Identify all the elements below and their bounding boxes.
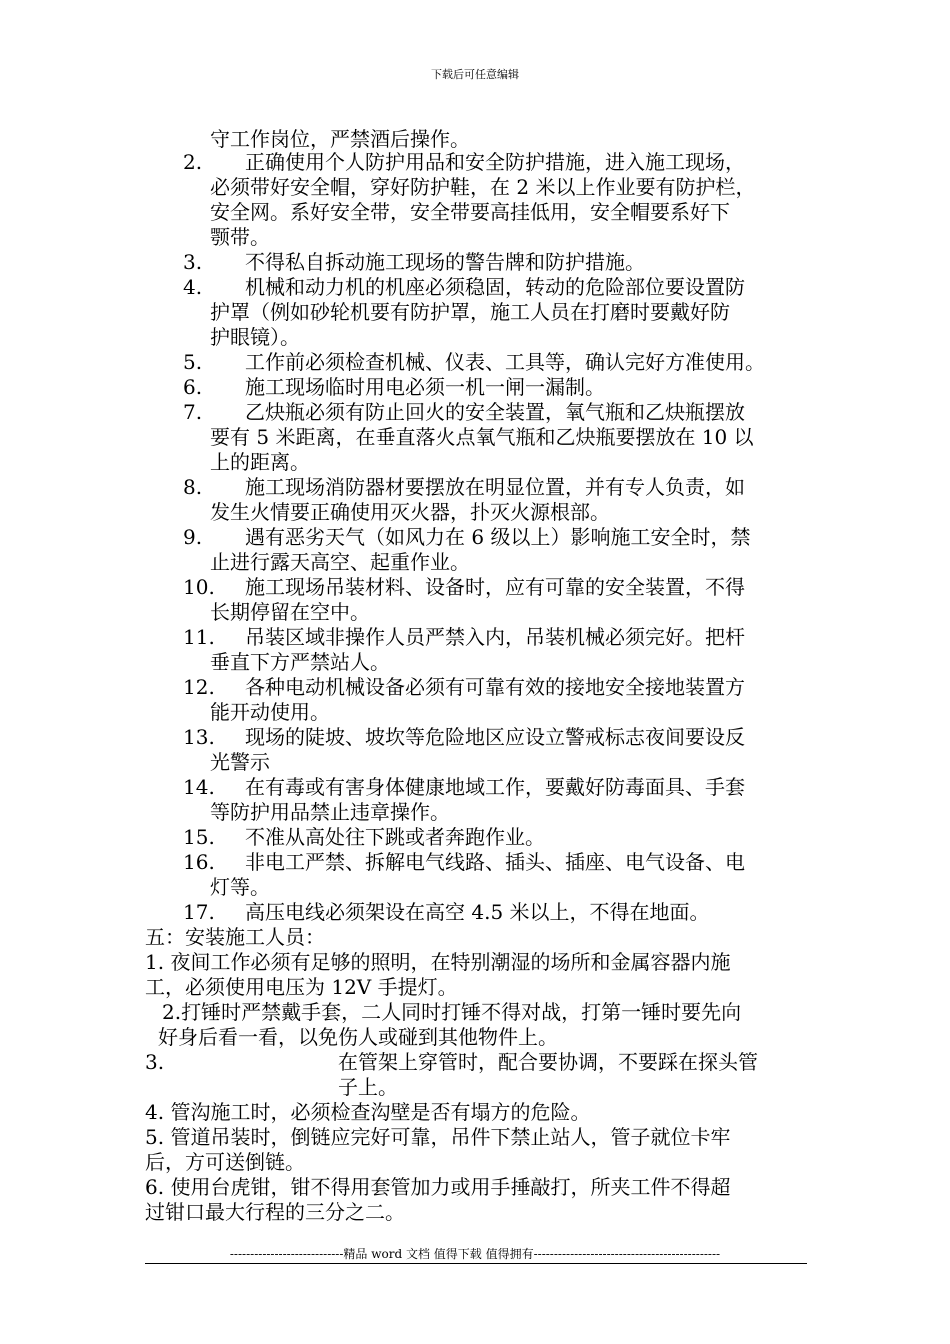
list-item-number: 7. (183, 400, 203, 424)
list-item-number: 6. (183, 375, 203, 399)
section-item-text: 1. 夜间工作必须有足够的照明，在特别潮湿的场所和金属容器内施 (145, 950, 731, 974)
list-item-number: 2. (183, 150, 203, 174)
footer-rule (145, 1263, 807, 1264)
list-item-text: 施工现场吊装材料、设备时，应有可靠的安全装置，不得 (245, 575, 745, 599)
list-item-text: 光警示 (210, 750, 270, 774)
list-item-number: 15. (183, 825, 215, 849)
section-item-text: 4. 管沟施工时，必须检查沟壁是否有塌方的危险。 (145, 1100, 591, 1124)
list-item-text: 止进行露天高空、起重作业。 (210, 550, 470, 574)
section-item-text: 在管架上穿管时，配合要协调，不要踩在探头管 (338, 1050, 758, 1074)
section-title: 五：安装施工人员： (145, 925, 325, 949)
list-item-text: 现场的陡坡、坡坎等危险地区应设立警戒标志夜间要设反 (245, 725, 745, 749)
list-item-text: 守工作岗位，严禁酒后操作。 (210, 127, 470, 151)
list-item-text: 要有 5 米距离，在垂直落火点氧气瓶和乙炔瓶要摆放在 10 以 (210, 425, 754, 449)
list-item-text: 遇有恶劣天气（如风力在 6 级以上）影响施工安全时，禁 (245, 525, 751, 549)
list-item-text: 正确使用个人防护用品和安全防护措施，进入施工现场， (245, 150, 745, 174)
list-item-number: 4. (183, 275, 203, 299)
section-item-text: 过钳口最大行程的三分之二。 (145, 1200, 405, 1224)
list-item-text: 发生火情要正确使用灭火器，扑灭火源根部。 (210, 500, 610, 524)
list-item-text: 灯等。 (210, 875, 270, 899)
list-item-number: 5. (183, 350, 203, 374)
list-item-text: 施工现场临时用电必须一机一闸一漏制。 (245, 375, 605, 399)
list-item-text: 必须带好安全帽，穿好防护鞋，在 2 米以上作业要有防护栏， (210, 175, 756, 199)
section-item-text: 后，方可送倒链。 (145, 1150, 305, 1174)
list-item-number: 9. (183, 525, 203, 549)
list-item-number: 14. (183, 775, 215, 799)
section-item-text: 工，必须使用电压为 12V 手提灯。 (145, 975, 458, 999)
list-item-text: 各种电动机械设备必须有可靠有效的接地安全接地装置方 (245, 675, 745, 699)
list-item-text: 安全网。系好安全带，安全带要高挂低用，安全帽要系好下 (210, 200, 730, 224)
section-item-number: 3. (145, 1050, 165, 1074)
list-item-text: 长期停留在空中。 (210, 600, 370, 624)
section-item-text: 6. 使用台虎钳，钳不得用套管加力或用手捶敲打，所夹工件不得超 (145, 1175, 731, 1199)
list-item-text: 上的距离。 (210, 450, 310, 474)
list-item-number: 11. (183, 625, 215, 649)
list-item-text: 机械和动力机的机座必须稳固，转动的危险部位要设置防 (245, 275, 745, 299)
section-item-text: 子上。 (338, 1075, 398, 1099)
list-item-number: 8. (183, 475, 203, 499)
list-item-text: 高压电线必须架设在高空 4.5 米以上，不得在地面。 (245, 900, 710, 924)
list-item-text: 颚带。 (210, 225, 270, 249)
section-item-text: 5. 管道吊装时，倒链应完好可靠，吊件下禁止站人，管子就位卡牢 (145, 1125, 731, 1149)
list-item-text: 等防护用品禁止违章操作。 (210, 800, 450, 824)
list-item-number: 16. (183, 850, 215, 874)
list-item-text: 不准从高处往下跳或者奔跑作业。 (245, 825, 545, 849)
list-item-text: 能开动使用。 (210, 700, 330, 724)
page-header: 下载后可任意编辑 (431, 68, 519, 81)
list-item-text: 非电工严禁、拆解电气线路、插头、插座、电气设备、电 (245, 850, 745, 874)
list-item-text: 不得私自拆动施工现场的警告牌和防护措施。 (245, 250, 645, 274)
list-item-text: 护眼镜）。 (210, 325, 300, 349)
section-item-text: 2.打锤时严禁戴手套，二人同时打锤不得对战，打第一锤时要先向 (162, 1000, 742, 1024)
list-item-number: 17. (183, 900, 215, 924)
list-item-number: 13. (183, 725, 215, 749)
list-item-number: 3. (183, 250, 203, 274)
list-item-text: 工作前必须检查机械、仪表、工具等，确认完好方准使用。 (245, 350, 765, 374)
list-item-text: 施工现场消防器材要摆放在明显位置，并有专人负责，如 (245, 475, 745, 499)
section-item-text: 好身后看一看，以免伤人或碰到其他物件上。 (158, 1025, 558, 1049)
list-item-text: 在有毒或有害身体健康地域工作，要戴好防毒面具、手套 (245, 775, 745, 799)
list-item-text: 垂直下方严禁站人。 (210, 650, 390, 674)
list-item-number: 12. (183, 675, 215, 699)
list-item-text: 吊装区域非操作人员严禁入内，吊装机械必须完好。把杆 (245, 625, 745, 649)
list-item-number: 10. (183, 575, 215, 599)
list-item-text: 护罩（例如砂轮机要有防护罩，施工人员在打磨时要戴好防 (210, 300, 730, 324)
list-item-text: 乙炔瓶必须有防止回火的安全装置，氧气瓶和乙炔瓶摆放 (245, 400, 745, 424)
page-footer: ----------------------------精品 word 文档 值得下载 值得拥有---------------------------------------------- (229, 1247, 721, 1261)
